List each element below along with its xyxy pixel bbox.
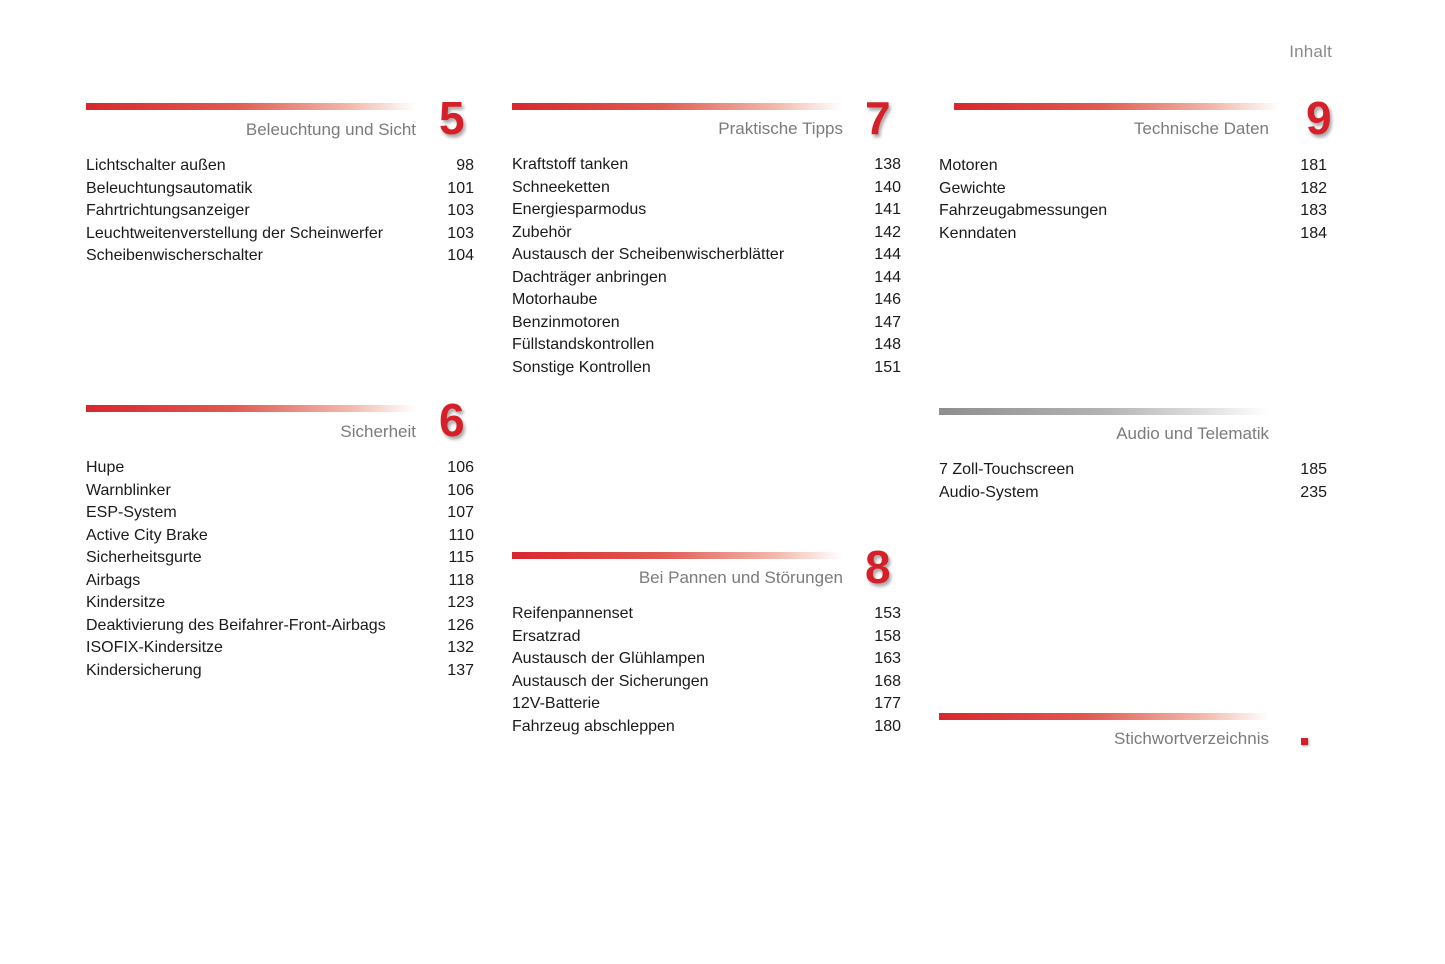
toc-entry[interactable]: Active City Brake 110 bbox=[86, 525, 474, 548]
toc-entry[interactable]: Motoren 181 bbox=[939, 155, 1327, 178]
page-number: 158 bbox=[874, 627, 901, 645]
page-number: 126 bbox=[447, 616, 474, 634]
toc-entry[interactable]: Austausch der Glühlampen 163 bbox=[512, 648, 901, 671]
section-bar bbox=[512, 103, 842, 110]
page-number: 177 bbox=[874, 695, 901, 712]
section-bar bbox=[954, 103, 1279, 110]
page-number: 115 bbox=[448, 549, 474, 566]
toc-entry[interactable]: Gewichte 182 bbox=[939, 178, 1327, 201]
page-number: 138 bbox=[874, 156, 901, 173]
section-title[interactable]: Audio und Telematik bbox=[1116, 424, 1269, 443]
toc-entry[interactable]: Zubehör 142 bbox=[512, 222, 901, 245]
page-number: 185 bbox=[1300, 461, 1327, 478]
toc-entry[interactable]: Fahrtrichtungsanzeiger 103 bbox=[86, 200, 474, 223]
toc-entry[interactable]: Sonstige Kontrollen 151 bbox=[512, 357, 901, 380]
page-number: 153 bbox=[874, 605, 901, 622]
toc-entry[interactable]: ESP-System 107 bbox=[86, 502, 474, 525]
page-number: 180 bbox=[874, 717, 901, 735]
section-title[interactable]: Beleuchtung und Sicht bbox=[245, 120, 416, 139]
section-title[interactable]: Praktische Tipps bbox=[718, 119, 843, 138]
toc-list bbox=[939, 155, 1327, 245]
page-number: 123 bbox=[447, 594, 474, 611]
toc-entry[interactable]: Austausch der Scheibenwischerblätter 144 bbox=[512, 244, 901, 267]
section-praktische-tipps bbox=[512, 92, 902, 388]
toc-list bbox=[512, 603, 901, 738]
toc-list bbox=[939, 459, 1327, 504]
section-audio-telematik bbox=[939, 408, 1339, 508]
page-number: 101 bbox=[447, 179, 474, 197]
section-beleuchtung bbox=[86, 92, 476, 273]
page-number: 137 bbox=[447, 661, 474, 679]
toc-entry[interactable]: Leuchtweitenverstellung der Scheinwerfer 103 bbox=[86, 223, 474, 246]
toc-entry[interactable]: Benzinmotoren 147 bbox=[512, 312, 901, 335]
section-number[interactable]: 9 bbox=[1306, 92, 1332, 144]
page-number: 104 bbox=[447, 247, 474, 264]
toc-entry[interactable]: Fahrzeug abschleppen 180 bbox=[512, 716, 901, 739]
section-bar bbox=[939, 713, 1269, 720]
toc-entry[interactable]: Füllstandskontrollen 148 bbox=[512, 334, 901, 357]
toc-entry[interactable]: Austausch der Sicherungen 168 bbox=[512, 671, 901, 694]
page-number: 140 bbox=[874, 178, 901, 196]
section-title[interactable]: Technische Daten bbox=[1133, 119, 1269, 138]
page-number: 103 bbox=[447, 224, 474, 242]
toc-entry[interactable]: Fahrzeugabmessungen 183 bbox=[939, 200, 1327, 223]
toc-entry[interactable]: Hupe 106 bbox=[86, 457, 474, 480]
toc-entry[interactable]: Motorhaube 146 bbox=[512, 289, 901, 312]
section-number[interactable]: 8 bbox=[865, 541, 891, 593]
page-number: 106 bbox=[447, 481, 474, 499]
toc-entry[interactable]: Kraftstoff tanken 138 bbox=[512, 154, 901, 177]
section-stichwortverzeichnis bbox=[939, 713, 1339, 758]
page-number: 148 bbox=[874, 336, 901, 353]
section-pannen bbox=[512, 541, 902, 747]
page-number: 168 bbox=[874, 672, 901, 690]
toc-entry[interactable]: Lichtschalter außen 98 bbox=[86, 155, 474, 178]
section-number[interactable]: 7 bbox=[865, 92, 891, 144]
page-number: 141 bbox=[874, 201, 901, 218]
page-number: 110 bbox=[448, 526, 474, 544]
section-bar bbox=[512, 552, 842, 559]
toc-entry[interactable]: Energiesparmodus 141 bbox=[512, 199, 901, 222]
toc-entry[interactable]: Schneeketten 140 bbox=[512, 177, 901, 200]
page-number: 107 bbox=[447, 504, 474, 521]
page-number: 118 bbox=[448, 571, 474, 589]
section-marker-icon bbox=[1301, 738, 1308, 745]
page-number: 184 bbox=[1300, 224, 1327, 242]
toc-entry[interactable]: 7 Zoll-Touchscreen 185 bbox=[939, 459, 1327, 482]
toc-entry[interactable]: 12V-Batterie 177 bbox=[512, 693, 901, 716]
page-number: 103 bbox=[447, 202, 474, 219]
section-title[interactable]: Sicherheit bbox=[340, 422, 416, 441]
toc-entry[interactable]: Reifenpannenset 153 bbox=[512, 603, 901, 626]
page-number: 235 bbox=[1300, 483, 1327, 501]
page-number: 147 bbox=[874, 313, 901, 331]
toc-entry[interactable]: Airbags 118 bbox=[86, 570, 474, 593]
toc-entry[interactable]: Beleuchtungsautomatik 101 bbox=[86, 178, 474, 201]
page-number: 106 bbox=[447, 459, 474, 476]
section-technische-daten bbox=[939, 92, 1339, 253]
toc-list bbox=[86, 457, 474, 682]
section-bar bbox=[86, 405, 416, 412]
section-number[interactable]: 6 bbox=[439, 394, 465, 446]
toc-entry[interactable]: Kindersicherung 137 bbox=[86, 660, 474, 683]
page-number: 144 bbox=[874, 246, 901, 263]
page-number: 132 bbox=[447, 639, 474, 656]
section-bar bbox=[86, 103, 416, 110]
section-bar bbox=[939, 408, 1269, 415]
page-number: 183 bbox=[1300, 202, 1327, 219]
page-number: 142 bbox=[874, 223, 901, 241]
page-number: 146 bbox=[874, 291, 901, 308]
page-number: 151 bbox=[874, 358, 901, 376]
toc-entry[interactable]: Ersatzrad 158 bbox=[512, 626, 901, 649]
toc-list bbox=[512, 154, 901, 379]
section-title[interactable]: Stichwortverzeichnis bbox=[1114, 729, 1269, 748]
section-sicherheit bbox=[86, 394, 476, 695]
toc-entry[interactable]: Scheibenwischerschalter 104 bbox=[86, 245, 474, 268]
toc-entry[interactable]: Warnblinker 106 bbox=[86, 480, 474, 503]
page-title: Inhalt bbox=[1289, 42, 1332, 61]
toc-entry[interactable]: Audio-System 235 bbox=[939, 482, 1327, 505]
toc-entry[interactable]: Sicherheitsgurte 115 bbox=[86, 547, 474, 570]
section-number[interactable]: 5 bbox=[439, 92, 465, 144]
page-number: 181 bbox=[1300, 157, 1327, 174]
toc-entry[interactable]: Kenndaten 184 bbox=[939, 223, 1327, 246]
toc-entry[interactable]: Dachträger anbringen 144 bbox=[512, 267, 901, 290]
page-number: 144 bbox=[874, 268, 901, 286]
toc-entry[interactable]: Kindersitze 123 bbox=[86, 592, 474, 615]
toc-entry[interactable]: Deaktivierung des Beifahrer-Front-Airbags 126 bbox=[86, 615, 474, 638]
page-number: 182 bbox=[1300, 179, 1327, 197]
page-number: 98 bbox=[456, 157, 474, 174]
page-number: 163 bbox=[874, 650, 901, 667]
section-title[interactable]: Bei Pannen und Störungen bbox=[638, 568, 843, 587]
toc-entry[interactable]: ISOFIX-Kindersitze 132 bbox=[86, 637, 474, 660]
toc-list bbox=[86, 155, 474, 268]
